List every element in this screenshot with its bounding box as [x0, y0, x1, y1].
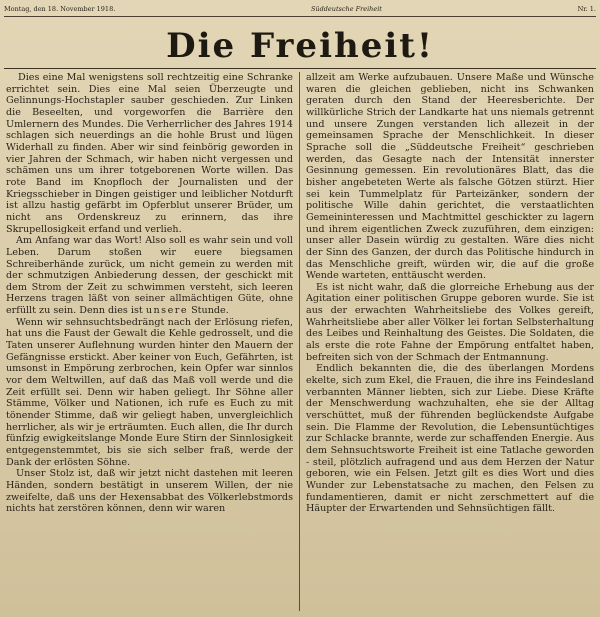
left-paragraph-2-text: Am Anfang war das Wort! Also soll es wahr sein und voll Leben. Darum stoßen wir euere biegsamen Schreiberhände zurück, um nicht gemein zu werden mit der schmutzigen Anbiederung dessen, der geschickt mit dem Strom der Zeit zu schwimmen versteht, sich leeren Herzens tragen läßt von seiner allmächtigen Güte, ohne erfüllt zu sein. Denn dies ist: [6, 235, 293, 317]
left-paragraph-2: [6, 235, 293, 317]
right-paragraph-1: allzeit am Werke aufzubauen. Unsere Maße und Wünsche waren die gleichen geblieben, nicht ins Schwanken geraten durch den Stand der Heeresberichte. Der willkürliche Strich der Landkarte hat uns niemals getrennt und unsere Zungen verstanden lich allezeit in der gemeinsamen Sprache der Menschlichkeit. In dieser Sprache soll die „Süddeutsche Freiheit“ geschrieben werden, das Gesagte nach der Intensität innerster Gesinnung gemessen. Ein revolutionäres Blatt, das die bisher angebeteten Werte als falsche Götzen stürzt. Hier sei kein Tummelplatz für Parteizänker, sondern der politische Wille dahin gerichtet, die verstaatlichten Gemeininteressen und Machtmittel geschickter zu lagern und ihrem eigentlichen Zweck zuzuführen, dem einzigen: unser aller Dasein würdig zu gestalten. Wäre dies nicht der Sinn des Ganzen, der durch das Politische hindurch in das Menschliche greift, würden wir, die auf die große Wende warteten, enttäuscht werden.: [306, 72, 594, 282]
left-paragraph-3: Wenn wir sehnsuchtsbedrängt nach der Erlösung riefen, hat uns die Faust der Gewalt die Kehle gedrosselt, und die Taten unserer Auflehnung wurden hinter den Mauern der Gefängnisse erstickt. Aber keiner von Euch, Gefährten, ist umsonst in Empörung zerbrochen, kein Opfer war sinnlos vor dem Weltwillen, auf daß das Maß voll werde und die Zeit erfüllt sei. Denn wir haben geliegt. Ihr Söhne aller Stämme, Völker und Nationen, ich rufe es Euch zu mit tönender Stimme, daß wir geliegt haben, unvergleichlich herrlicher, als wir je erträumten. Euch allen, die Ihr durch fünfzig ewigkeitslange Monde Eure Stirn der Sinnlosigkeit entgegenstemmtet, bis sie sich selber fraß, werde der Dank der erlösten Söhne.: [6, 316, 293, 468]
issue-date: Montag, den 18. November 1918.: [4, 5, 116, 13]
article-title: Die Freiheit!: [166, 26, 434, 66]
issue-number: Nr. 1.: [577, 5, 596, 13]
left-column: [6, 72, 293, 613]
right-paragraph-2: Es ist nicht wahr, daß die glorreiche Erhebung aus der Agitation einer politischen Gruppe geboren wurde. Sie ist aus der erwachten Wahrheitsliebe des Volkes gereift, Wahrheitsliebe aber aller Völker lei fortan Selbsterhaltung des Leibes und Reinhaltung des Geistes. Die Soldaten, die als erste die rote Fahne der Empörung entfaltet haben, befreiten sich von der Schmach der Entmannung.: [306, 281, 594, 363]
page-header: [4, 2, 596, 17]
right-paragraph-3: Endlich bekannten die, die des überlangen Mordens ekelte, sich zum Ekel, die Frauen, die ihre ins Feindesland verbannten Männer liebten, sich zur Liebe. Diese Kräfte der Menschwerdung wachzuhalten, ehe sie der Alltag verschüttet, muß der führenden beglückendste Aufgabe sein. Die Flamme der Revolution, die Lebensuntüchtiges zur Schlacke brannte, werde zur schaffenden Energie. Aus dem Sehnsuchtsworte Freiheit ist eine Tatlache geworden - steil, plötzlich aufragend und aus dem Herzen der Natur geboren, wie ein Felsen. Jetzt gilt es dies Wort und dies Wunder zur Lebenstatsache zu machen, den Felsen zu fundamentieren, damit er nicht zerschmettert auf die Häupter der Erwartenden und Sehnsüchtigen fällt.: [306, 363, 594, 515]
left-paragraph-1: Dies eine Mal wenigstens soll rechtzeitig eine Schranke errichtet sein. Dies eine Mal seien Überzeugte und Gelinnungs-Hochstapler sauber geschieden. Zur Linken die Beseelten, und vorgeworfen die Barrière den Umlernern des Mundes. Die Verherrlicher des Jahres 1914 schlagen sich neuerdings an die hohle Brust und lügen Widerhall zu finden. Aber wir sind feinbörig geworden in vier Jahren der Schmach, wir haben nicht vergessen und schämen uns um ihrer totgeborenen Worte willen. Das rote Band im Knopfloch der Journalisten und der Kriegsschieber in Dingen geistiger und leiblicher Notdurft ist allzu hastig gefärbt im Opferblut unserer Brüder, um nicht ans Ordenskreuz zu erinnern, das ihre Skrupellosigkeit erfand und verlieh.: [6, 72, 293, 235]
left-paragraph-4: Unser Stolz ist, daß wir jetzt nicht dastehen mit leeren Händen, sondern bestätigt in unserem Willen, der nie zweifelte, daß uns der Hexensabbat des Völkerlebstmords nichts hat zerstören können, denn wir waren: [6, 468, 293, 515]
left-paragraph-2-emphasis: unsere: [145, 305, 189, 317]
paper-name: Süddeutsche Freiheit: [310, 5, 382, 13]
column-divider: [299, 72, 300, 611]
right-column: [306, 72, 594, 613]
left-paragraph-2-end: Stunde.: [191, 305, 229, 317]
title-rule: [4, 68, 596, 69]
